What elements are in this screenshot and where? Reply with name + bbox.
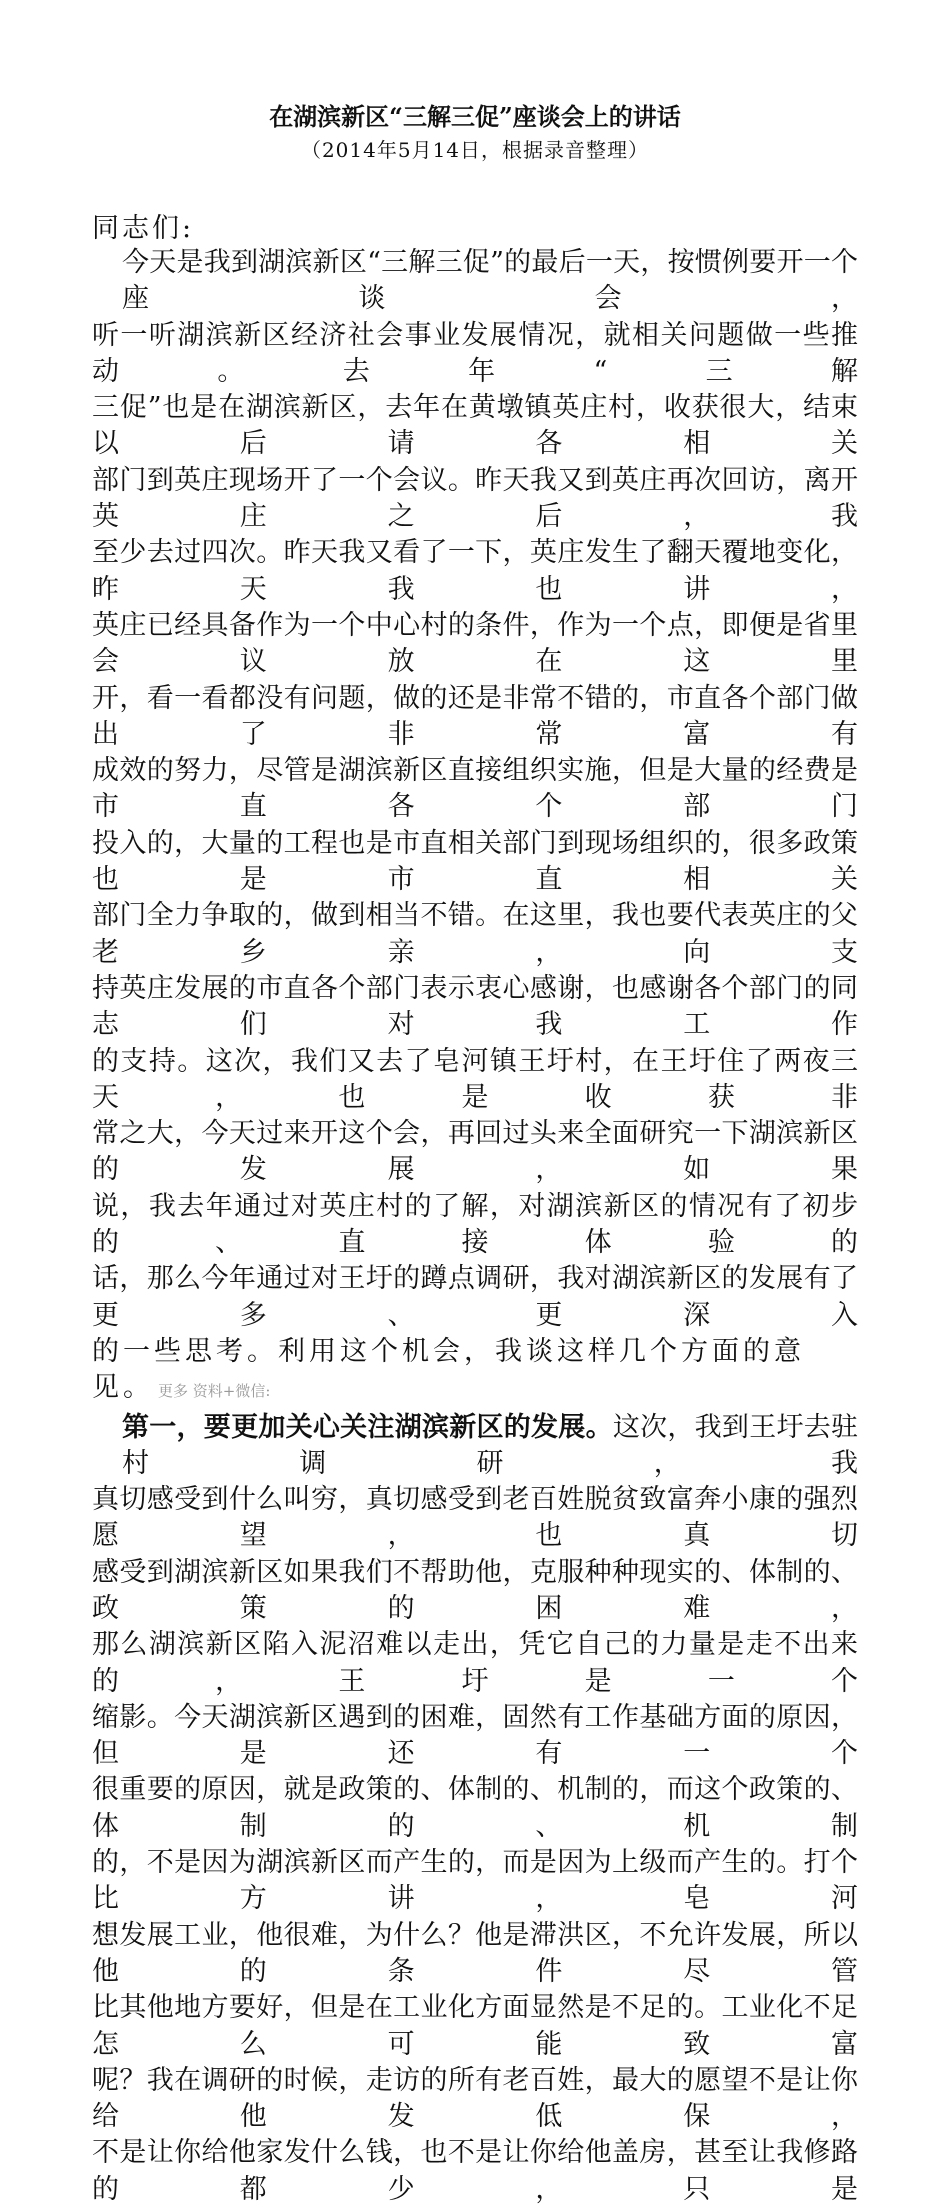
line-text: 三促”也是在湖滨新区，去年在黄墩镇英庄村，收获很大，结束以后请各相关 (92, 392, 858, 459)
text-line (92, 753, 858, 826)
paragraph (92, 245, 858, 1410)
text-line (92, 1189, 858, 1262)
text-line (92, 390, 858, 463)
line-text: 真切感受到什么叫穷，真切感受到老百姓脱贫致富奔小康的强烈愿望，也真切 (92, 1484, 858, 1551)
line-text: 开，看一看都没有问题，做的还是非常不错的，市直各个部门做出了非常富有 (92, 683, 858, 750)
text-line (92, 898, 858, 971)
line-text: 听一听湖滨新区经济社会事业发展情况，就相关问题做一些推动。去年“三解 (92, 320, 858, 387)
document-subtitle: （2014年5月14日，根据录音整理） (0, 134, 950, 163)
text-line (92, 1116, 858, 1189)
paragraph (92, 1410, 858, 2208)
line-text: 缩影。今天湖滨新区遇到的困难，固然有工作基础方面的原因，但是还有一个 (92, 1702, 858, 1769)
text-line (92, 535, 858, 608)
line-text: 的，不是因为湖滨新区而产生的，而是因为上级而产生的。打个比方讲，皂河 (92, 1847, 858, 1914)
line-text: 部门全力争取的，做到相当不错。在这里，我也要代表英庄的父老乡亲，向支 (92, 900, 858, 967)
line-text: 那么湖滨新区陷入泥沼难以走出，凭它自己的力量是走不出来的，王圩是一个 (92, 1629, 858, 1696)
document-title: 在湖滨新区“三解三促”座谈会上的讲话 (0, 97, 950, 132)
line-text: 不是让你给他家发什么钱，也不是让你给他盖房，甚至让我修路的都少，只是 (92, 2137, 858, 2204)
line-text: 投入的，大量的工程也是市直相关部门到现场组织的，很多政策也是市直相关 (92, 828, 858, 895)
text-line (92, 1772, 858, 1845)
text-line (92, 245, 858, 318)
line-text: 很重要的原因，就是政策的、体制的、机制的，而这个政策的、体制的、机制 (92, 1774, 858, 1841)
text-line (92, 2063, 858, 2136)
document-body (92, 245, 858, 2208)
watermark-text: 更多 资料+微信: (158, 1382, 270, 1400)
text-line (92, 1410, 858, 1483)
line-text: 这次，我到王圩去驻村调研，我 (122, 1412, 858, 1479)
line-text: 的一些思考。利用这个机会，我谈这样几个方面的意见。 (92, 1336, 805, 1403)
text-line (92, 1334, 858, 1410)
salutation: 同志们: (92, 206, 194, 245)
text-line (92, 318, 858, 391)
line-text: 呢？我在调研的时候，走访的所有老百姓，最大的愿望不是让你给他发低保， (92, 2065, 858, 2132)
text-line (92, 681, 858, 754)
text-line (92, 1482, 858, 1555)
line-text: 话，那么今年通过对王圩的蹲点调研，我对湖滨新区的发展有了更多、更深入 (92, 1263, 858, 1330)
text-line (92, 1627, 858, 1700)
line-text: 部门到英庄现场开了一个会议。昨天我又到英庄再次回访，离开英庄之后，我 (92, 465, 858, 532)
text-line (92, 1261, 858, 1334)
line-text: 说，我去年通过对英庄村的了解，对湖滨新区的情况有了初步的、直接体验的 (92, 1191, 858, 1258)
text-line (92, 1990, 858, 2063)
line-text: 成效的努力，尽管是湖滨新区直接组织实施，但是大量的经费是市直各个部门 (92, 755, 858, 822)
line-text: 英庄已经具备作为一个中心村的条件，作为一个点，即便是省里会议放在这里 (92, 610, 858, 677)
text-line (92, 1700, 858, 1773)
line-text: 常之大，今天过来开这个会，再回过头来全面研究一下湖滨新区的发展，如果 (92, 1118, 858, 1185)
line-text: 至少去过四次。昨天我又看了一下，英庄发生了翻天覆地变化，昨天我也讲， (92, 537, 858, 604)
line-text: 的支持。这次，我们又去了皂河镇王圩村，在王圩住了两夜三天，也是收获非 (92, 1046, 858, 1113)
section-heading: 第一，要更加关心关注湖滨新区的发展。 (122, 1412, 613, 1443)
line-text: 比其他地方要好，但是在工业化方面显然是不足的。工业化不足怎么可能致富 (92, 1992, 858, 2059)
text-line (92, 1044, 858, 1117)
line-text: 今天是我到湖滨新区“三解三促”的最后一天，按惯例要开一个座谈会， (122, 247, 858, 314)
text-line (92, 608, 858, 681)
text-line (92, 971, 858, 1044)
text-line (92, 2135, 858, 2208)
line-text: 感受到湖滨新区如果我们不帮助他，克服种种现实的、体制的、政策的困难， (92, 1557, 858, 1624)
text-line (92, 826, 858, 899)
text-line (92, 463, 858, 536)
text-line (92, 1555, 858, 1628)
line-text: 持英庄发展的市直各个部门表示衷心感谢，也感谢各个部门的同志们对我工作 (92, 973, 858, 1040)
text-line (92, 1845, 858, 1918)
text-line (92, 1918, 858, 1991)
line-text: 想发展工业，他很难，为什么？他是滞洪区，不允许发展，所以他的条件尽管 (92, 1920, 858, 1987)
